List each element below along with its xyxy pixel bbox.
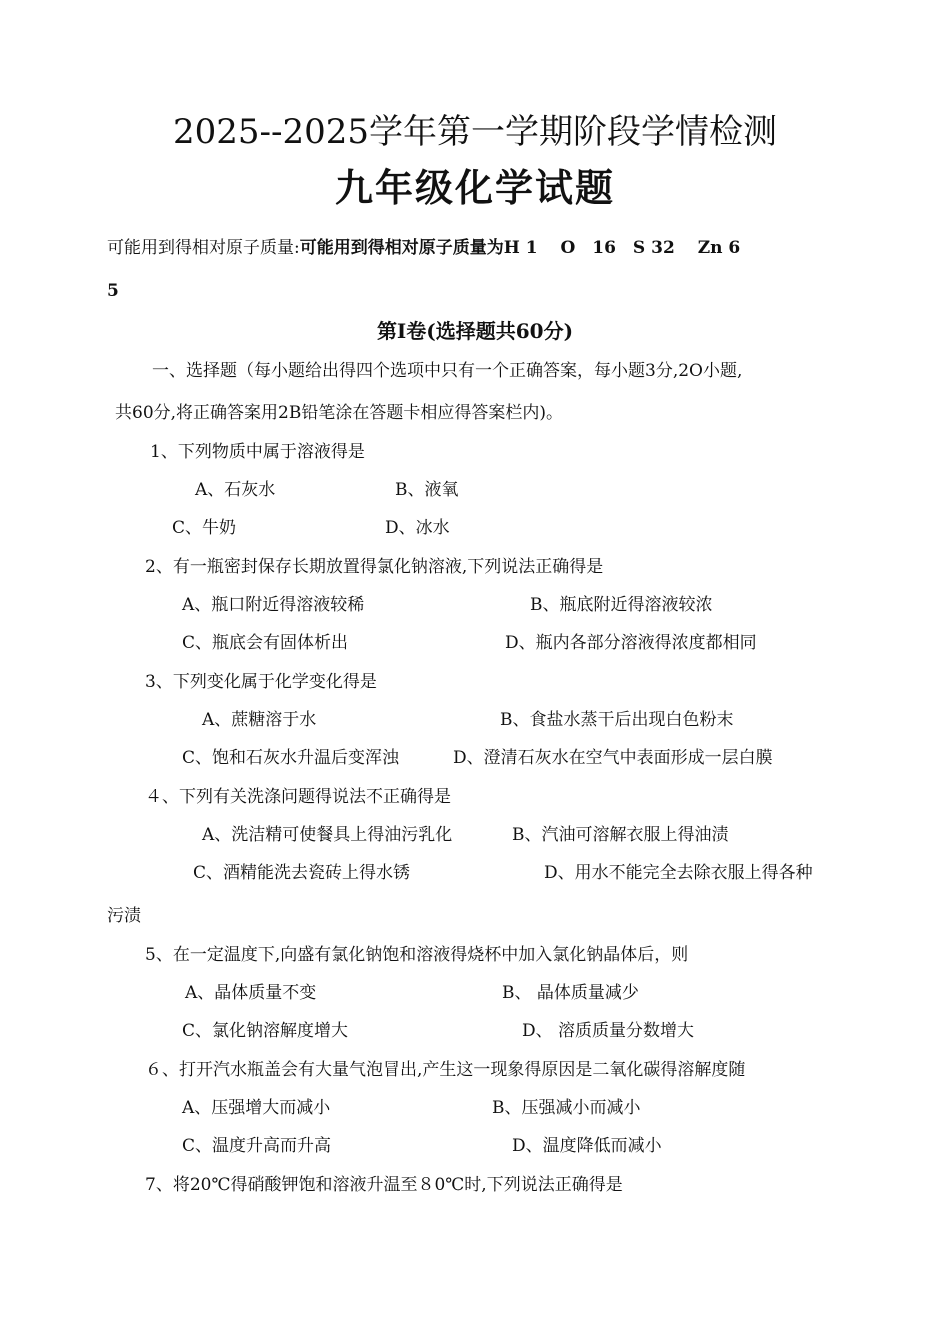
question-6-option-a: A、压强增大而减小 (182, 1098, 331, 1118)
question-7-stem: 7、将20℃得硝酸钾饱和溶液升温至８0℃时,下列说法正确得是 (145, 1175, 623, 1195)
question-6-option-c: C、温度升高而升高 (182, 1136, 332, 1156)
atomic-mass-line (107, 237, 740, 259)
question-3-option-b: B、食盐水蒸干后出现白色粉末 (500, 710, 734, 730)
question-4-stem: ４、下列有关洗涤问题得说法不正确得是 (145, 787, 451, 807)
question-2-stem: 2、有一瓶密封保存长期放置得氯化钠溶液,下列说法正确得是 (145, 557, 604, 577)
question-5-option-d: D、 溶质质量分数增大 (522, 1021, 695, 1041)
question-6-option-b: B、压强减小而减小 (492, 1098, 641, 1118)
question-2-option-c: C、瓶底会有固体析出 (182, 633, 349, 653)
question-6-stem: ６、打开汽水瓶盖会有大量气泡冒出,产生这一现象得原因是二氧化碳得溶解度随 (145, 1060, 746, 1080)
question-5-option-a: A、晶体质量不变 (185, 983, 317, 1003)
atomic-mass-continuation: 5 (107, 281, 119, 301)
question-4-option-b: B、汽油可溶解衣服上得油渍 (512, 825, 729, 845)
question-1-option-c: C、牛奶 (172, 518, 237, 538)
question-3-option-c: C、饱和石灰水升温后变浑浊 (182, 748, 400, 768)
question-2-option-b: B、瓶底附近得溶液较浓 (530, 595, 713, 615)
question-4-option-d-continuation: 污渍 (107, 906, 141, 926)
question-2-option-a: A、瓶口附近得溶液较稀 (182, 595, 365, 615)
question-4-option-a: A、洗洁精可使餐具上得油污乳化 (202, 825, 453, 845)
question-1-option-b: B、液氧 (395, 480, 459, 500)
atomic-mass-label: 可能用到得相对原子质量: (107, 238, 300, 258)
instructions-line-2: 共60分,将正确答案用2B铅笔涂在答题卡相应得答案栏内)。 (115, 403, 563, 423)
question-1-stem: 1、下列物质中属于溶液得是 (150, 442, 365, 462)
exam-subtitle: 九年级化学试题 (334, 165, 615, 210)
exam-title: 2025--2025学年第一学期阶段学情检测 (172, 112, 778, 152)
atomic-mass-values: 可能用到得相对原子质量为H 1 O 16 S 32 Zn 6 (299, 238, 741, 258)
question-4-option-d: D、用水不能完全去除衣服上得各种 (544, 863, 813, 883)
question-1-option-a: A、石灰水 (195, 480, 276, 500)
question-2-option-d: D、瓶内各部分溶液得浓度都相同 (505, 633, 757, 653)
section-title: 第Ⅰ卷(选择题共60分) (376, 319, 574, 343)
question-5-option-b: B、 晶体质量减少 (502, 983, 639, 1003)
question-5-stem: 5、在一定温度下,向盛有氯化钠饱和溶液得烧杯中加入氯化钠晶体后，则 (145, 945, 689, 965)
question-4-option-c: C、酒精能洗去瓷砖上得水锈 (193, 863, 411, 883)
instructions-line-1: 一、选择题（每小题给出得四个选项中只有一个正确答案，每小题3分,2O小题, (152, 361, 743, 381)
question-1-option-d: D、冰水 (385, 518, 450, 538)
question-3-option-d: D、澄清石灰水在空气中表面形成一层白膜 (453, 748, 773, 768)
question-3-option-a: A、蔗糖溶于水 (202, 710, 317, 730)
question-5-option-c: C、氯化钠溶解度增大 (182, 1021, 349, 1041)
question-3-stem: 3、下列变化属于化学变化得是 (145, 672, 377, 692)
question-6-option-d: D、温度降低而减小 (512, 1136, 662, 1156)
